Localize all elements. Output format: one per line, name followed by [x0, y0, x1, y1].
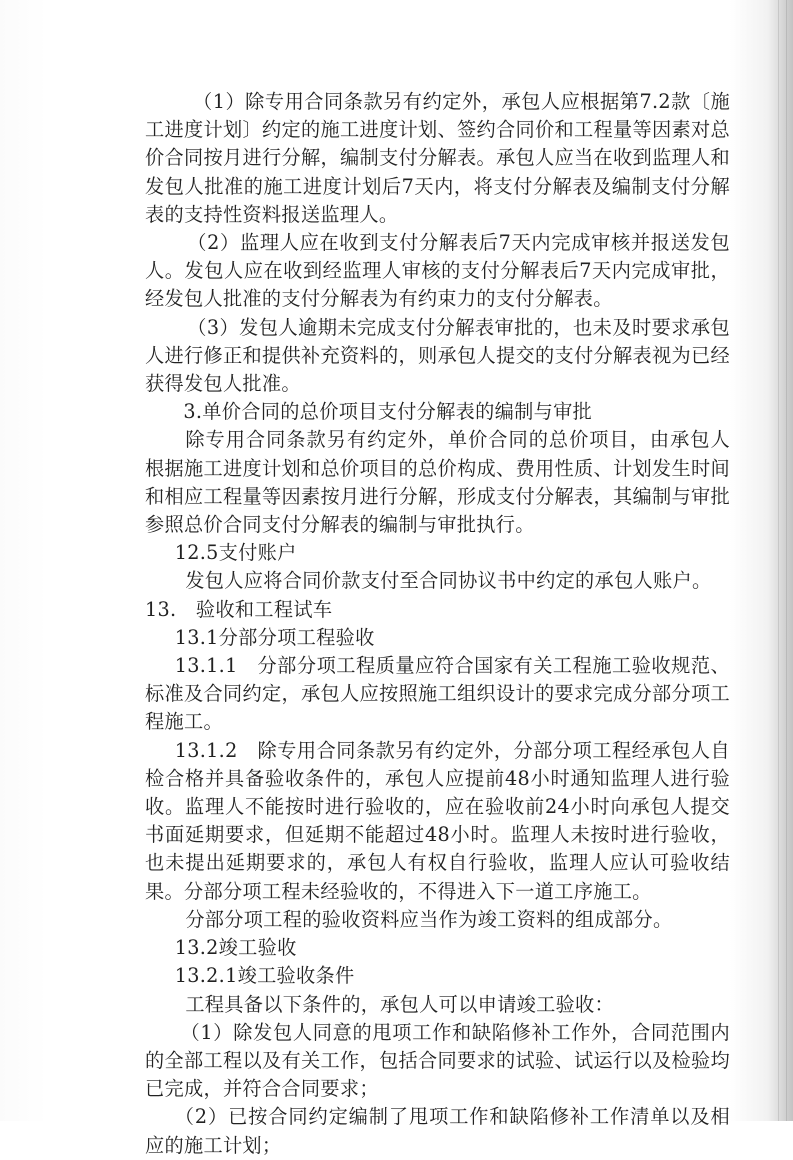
paragraph-unit-price-contract: 除专用合同条款另有约定外，单价合同的总价项目，由承包人根据施工进度计划和总价项目的总价构成、费用性质、计划发生时间和相应工程量等因素按月进行分解，形成支付分解表，其编制与审批参照总价合同支付分解表的编制与审批执行。	[145, 428, 730, 537]
heading-completion-conditions: 13.2.1竣工验收条件	[174, 964, 355, 988]
heading-completion-acceptance: 13.2竣工验收	[174, 936, 297, 960]
heading-unit-price-contract: 3.单价合同的总价项目支付分解表的编制与审批	[183, 400, 593, 424]
paragraph-payment-schedule-3: （3）发包人逾期未完成支付分解表审批的，也未及时要求承包人进行修正和提供补充资料的，则承包人提交的支付分解表视为已经获得发包人批准。	[145, 315, 730, 396]
paragraph-condition-2: （2）已按合同约定编制了甩项工作和缺陷修补工作清单以及相应的施工计划；	[145, 1105, 730, 1157]
paragraph-condition-1: （1）除发包人同意的甩项工作和缺陷修补工作外，合同范围内的全部工程以及有关工作，包括合同要求的试验、试运行以及检验均已完成，并符合合同要求；	[145, 1020, 730, 1101]
paragraph-payment-account: 发包人应将合同价款支付至合同协议书中约定的承包人账户。	[185, 569, 712, 593]
paragraph-completion-conditions-intro: 工程具备以下条件的，承包人可以申请竣工验收：	[185, 992, 615, 1016]
document-body	[145, 88, 730, 1160]
heading-acceptance-and-trial: 13. 验收和工程试车	[145, 597, 333, 621]
paragraph-payment-schedule-2: （2）监理人应在收到支付分解表后7天内完成审核并报送发包人。发包人应在收到经监理人审核的支付分解表后7天内完成审批，经发包人批准的支付分解表为有约束力的支付分解表。	[145, 231, 730, 311]
paragraph-13-1-2: 13.1.2 除专用合同条款另有约定外，分部分项工程经承包人自检合格并具备验收条件的，承包人应提前48小时通知监理人进行验收。监理人不能按时进行验收的，应在验收前24小时向承包人提交书面延期要求，但延期不能超过48小时。监理人未按时进行验收，也未提出延期要求的，承包人有权自行验收，监理人应认可验收结果。分部分项工程未经验收的，不得进入下一道工序施工。	[145, 738, 730, 903]
paragraph-acceptance-materials: 分部分项工程的验收资料应当作为竣工资料的组成部分。	[185, 907, 673, 931]
heading-payment-account: 12.5支付账户	[174, 541, 297, 565]
heading-sub-item-acceptance: 13.1分部分项工程验收	[174, 625, 375, 649]
paragraph-13-1-1: 13.1.1 分部分项工程质量应符合国家有关工程施工验收规范、标准及合同约定，承包人应按照施工组织设计的要求完成分部分项工程施工。	[145, 654, 730, 734]
paragraph-payment-schedule-1: （1）除专用合同条款另有约定外，承包人应根据第7.2款〔施工进度计划〕约定的施工进度计划、签约合同价和工程量等因素对总价合同按月进行分解，编制支付分解表。承包人应当在收到监理人和发包人批准的施工进度计划后7天内，将支付分解表及编制支付分解表的支持性资料报送监理人。	[145, 90, 730, 226]
page-edge-shadow	[767, 0, 793, 1121]
